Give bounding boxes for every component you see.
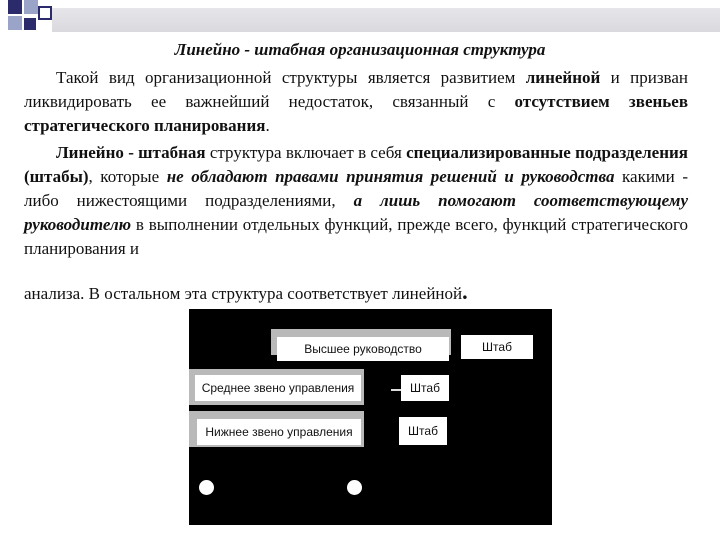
- staff-box-middle: Штаб: [401, 375, 449, 401]
- lower-management-box: Нижнее звено управления: [197, 419, 361, 445]
- connector-dash: [391, 389, 401, 391]
- staff-box-top: Штаб: [461, 335, 533, 359]
- paragraph-3: анализа. В остальном эта структура соответствует линейной.: [24, 279, 468, 304]
- middle-management-box: Среднее звено управления: [195, 375, 361, 401]
- slide-title: Линейно - штабная организационная структура: [174, 40, 546, 59]
- bullet-dot: [199, 480, 214, 495]
- top-rule-bar: [52, 8, 720, 32]
- top-management-box: Высшее руководство: [277, 337, 449, 361]
- paragraph-2: Линейно - штабная структура включает в себя специализированные подразделения (штабы), которые не обладают правами принятия решений и руководства какими - либо нижестоящими подразделениями, а лишь помогают соответствующему руководителю в выполнении отдельных функций, прежде всего, функций стратегического планирования и: [24, 143, 688, 258]
- staff-box-bottom: Штаб: [399, 417, 447, 445]
- paragraph-1: Такой вид организационной структуры является развитием линейной и призван ликвидировать ее важнейший недостаток, связанный с отсутствием звеньев стратегического планирования.: [24, 68, 688, 135]
- bullet-dot: [347, 480, 362, 495]
- corner-decoration: [0, 0, 60, 40]
- org-structure-diagram: [189, 309, 552, 525]
